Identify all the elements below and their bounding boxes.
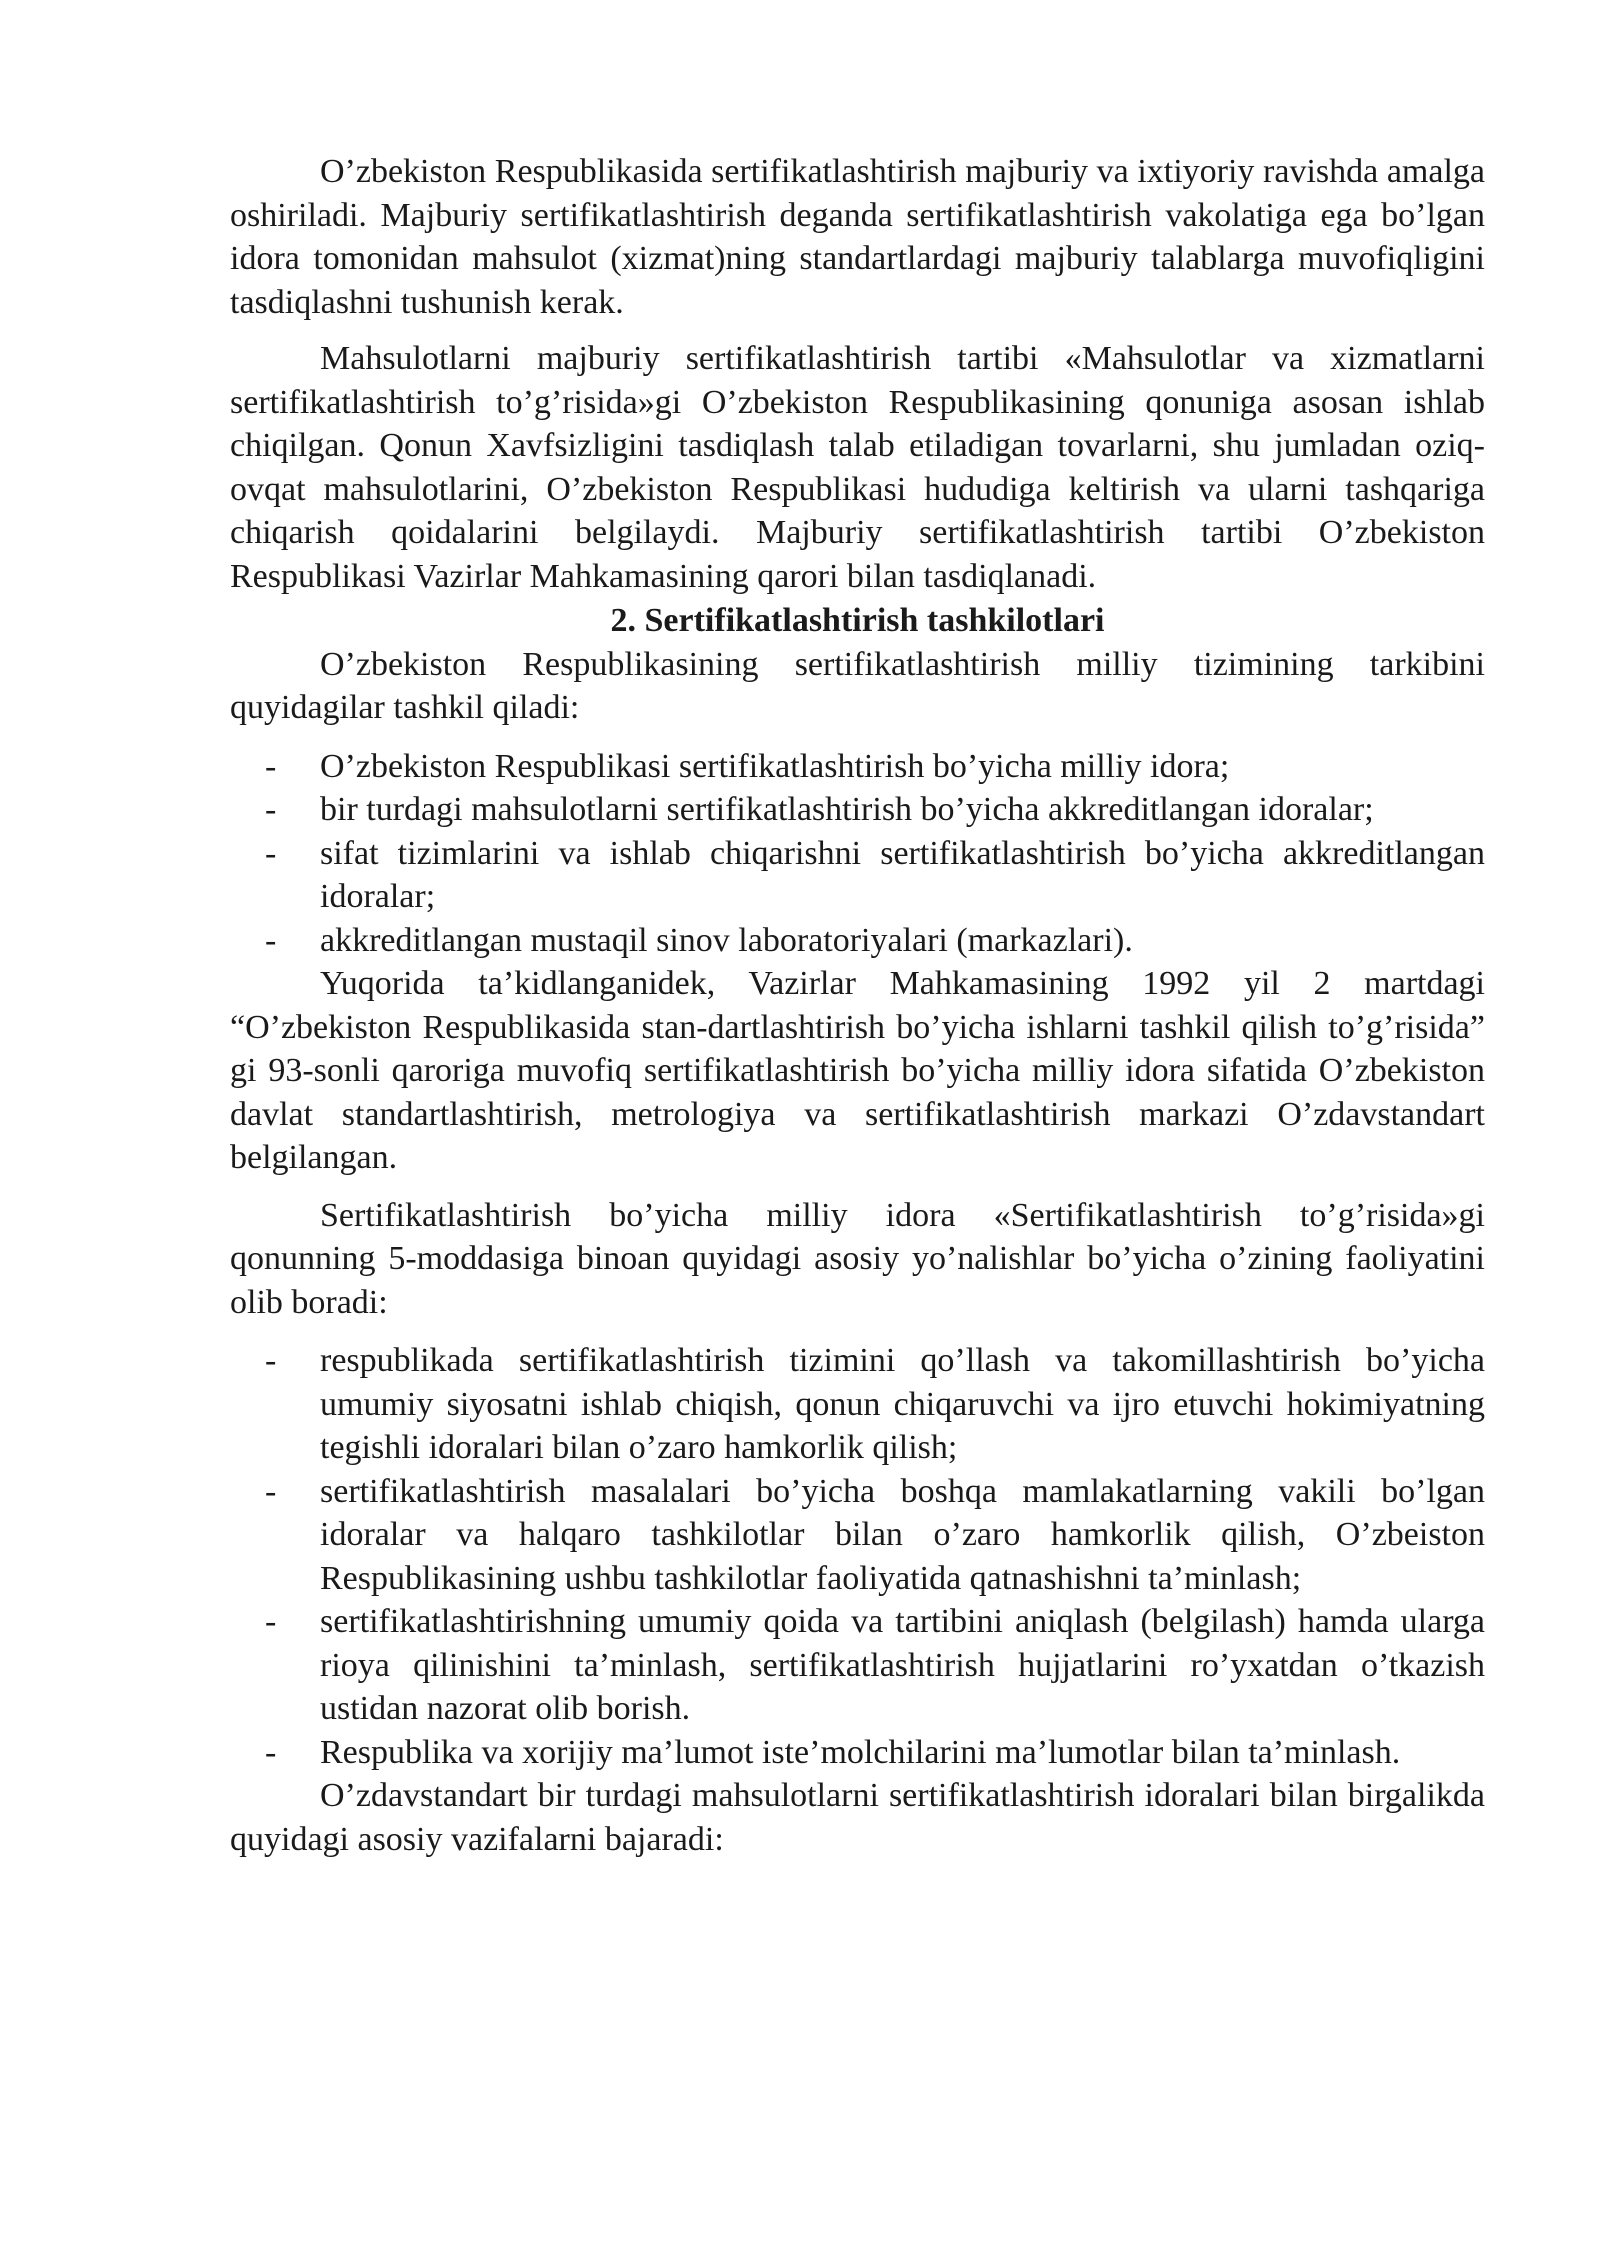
paragraph-system-composition: O’zbekiston Respublikasining sertifikatlashtirish milliy tizimining tarkibini quyidagilar tashkil qiladi: (230, 645, 1485, 726)
list-item (230, 1339, 1485, 1470)
dash-bullet: - (265, 921, 277, 959)
paragraph-mandatory-procedure: Mahsulotlarni majburiy sertifikatlashtirish tartibi «Mahsulotlar va xizmatlarni sertifikatlashtirish to’g’risida»gi O’zbekiston Respublikasining qonuniga asosan ishlab chiqilgan. Qonun Xavfsizligini tasdiqlash talab etiladigan tovarlarni, shu jumladan oziq-ovqat mahsulotlarini, O’zbekiston Respublikasi hududiga keltirish va ularni tashqariga chiqarish qoidalarini belgilaydi. Majburiy sertifikatlashtirish tartibi O’zbekiston Respublikasi Vazirlar Mahkamasining qarori bilan tasdiqlanadi. (230, 340, 1485, 595)
list-item (230, 1600, 1485, 1731)
paragraph-national-body: Yuqorida ta’kidlanganidek, Vazirlar Mahkamasining 1992 yil 2 martdagi “O’zbekiston Respublikasida stan-dartlashtirish bo’yicha ishlarni tashkil qilish to’g’risida” gi 93-sonli qaroriga muvofiq sertifikatlashtirish bo’yicha milliy idora sifatida O’zbekiston davlat standartlashtirish, metrologiya va sertifikatlashtirish markazi O’zdavstandart belgilangan. (230, 965, 1485, 1176)
list-item (230, 1470, 1485, 1601)
list-item-text: Respublika va xorijiy ma’lumot iste’molchilarini ma’lumotlar bilan ta’minlash. (320, 1733, 1401, 1771)
list-item-text: bir turdagi mahsulotlarni sertifikatlashtirish bo’yicha akkreditlangan idoralar; (320, 791, 1374, 828)
document-page (230, 150, 1485, 1861)
organizations-list (230, 745, 1485, 963)
dash-bullet: - (265, 1603, 277, 1640)
paragraph-main-tasks: O’zdavstandart bir turdagi mahsulotlarni sertifikatlashtirish idoralari bilan birgalikda quyidagi asosiy vazifalarni bajaradi: (230, 1777, 1485, 1858)
dash-bullet: - (265, 747, 277, 785)
dash-bullet: - (265, 1733, 277, 1771)
paragraph-activity-directions: Sertifikatlashtirish bo’yicha milliy idora «Sertifikatlashtirish to’g’risida»gi qonunning 5-moddasiga binoan quyidagi asosiy yo’nalishlar bo’yicha o’zining faoliyatini olib boradi: (230, 1196, 1485, 1321)
list-item-text: sertifikatlashtirishning umumiy qoida va tartibini aniqlash (belgilash) hamda ularga rioya qilinishini ta’minlash, sertifikatlashtirish hujjatlarini ro’yxatdan o’tkazish ustidan nazorat olib borish. (320, 1603, 1485, 1727)
dash-bullet: - (265, 791, 277, 828)
dash-bullet: - (265, 1472, 277, 1510)
list-item (230, 832, 1485, 919)
list-item (230, 919, 1485, 963)
paragraph-certification-types: O’zbekiston Respublikasida sertifikatlashtirish majburiy va ixtiyoriy ravishda amalga oshiriladi. Majburiy sertifikatlashtirish deganda sertifikatlashtirish vakolatiga ega bo’lgan idora tomonidan mahsulot (xizmat)ning standartlardagi majburiy talablarga muvofiqligini tasdiqlashni tushunish kerak. (230, 153, 1485, 321)
list-item-text: sertifikatlashtirish masalalari bo’yicha boshqa mamlakatlarning vakili bo’lgan idoralar va halqaro tashkilotlar bilan o’zaro hamkorlik qilish, O’zbeiston Respublikasining ushbu tashkilotlar faoliyatida qatnashishni ta’minlash; (320, 1472, 1485, 1597)
list-item (230, 788, 1485, 832)
list-item (230, 1731, 1485, 1775)
list-item-text: respublikada sertifikatlashtirish tizimini qo’llash va takomillashtirish bo’yicha umumiy siyosatni ishlab chiqish, qonun chiqaruvchi va ijro etuvchi hokimiyatning tegishli idoralari bilan o’zaro hamkorlik qilish; (320, 1342, 1485, 1466)
directions-list (230, 1339, 1485, 1774)
dash-bullet: - (265, 834, 277, 872)
list-item (230, 745, 1485, 789)
list-item-text: O’zbekiston Respublikasi sertifikatlashtirish bo’yicha milliy idora; (320, 747, 1230, 785)
section-heading: 2. Sertifikatlashtirish tashkilotlari (610, 602, 1105, 639)
list-item-text: sifat tizimlarini va ishlab chiqarishni sertifikatlashtirish bo’yicha akkreditlangan idoralar; (320, 834, 1485, 915)
list-item-text: akkreditlangan mustaqil sinov laboratoriyalari (markazlari). (320, 921, 1133, 959)
dash-bullet: - (265, 1342, 277, 1379)
